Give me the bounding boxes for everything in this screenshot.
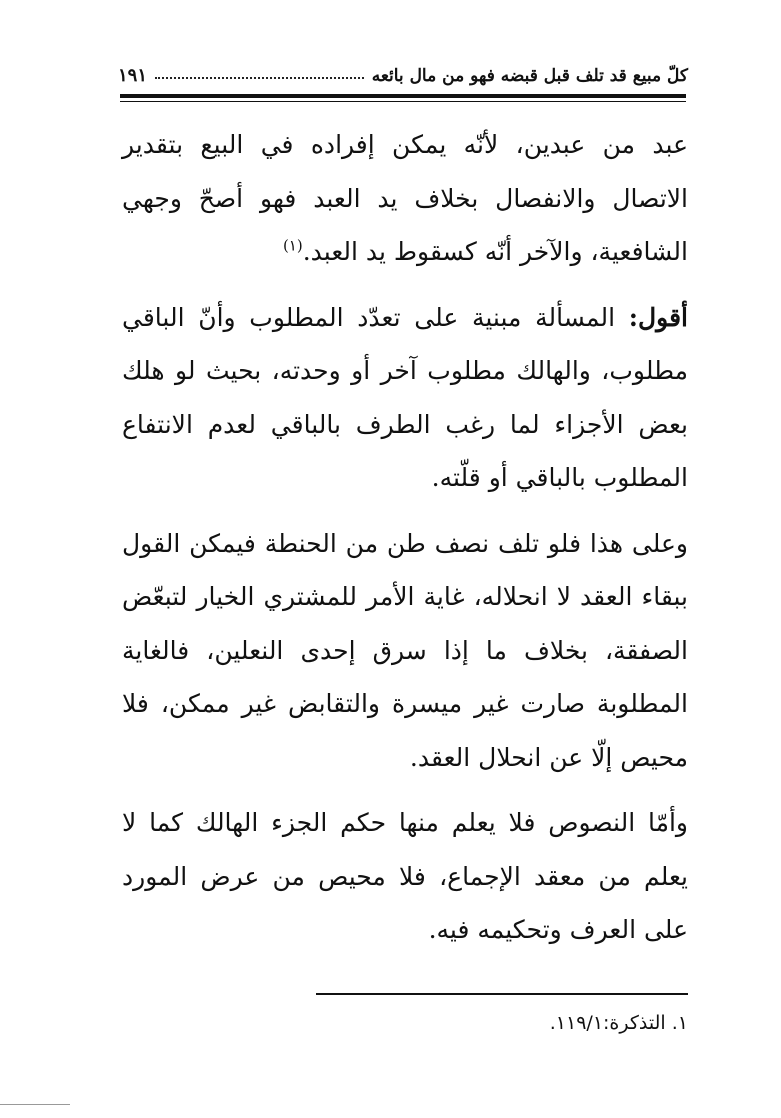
paragraph-3: وعلى هذا فلو تلف نصف طن من الحنطة فيمكن القول ببقاء العقد لا انحلاله، غاية الأمر للمشتري الخيار لتبعّض الصفقة، بخلاف ما إذا سرق إحدى النعلين، فالغاية المطلوبة صارت غير ميسرة والتقابض غير ممكن، فلا محيص إلّا عن انحلال العقد. — [122, 528, 688, 772]
header-rule-thick — [120, 94, 686, 98]
paragraph-4: وأمّا النصوص فلا يعلم منها حكم الجزء الهالك كما لا يعلم من معقد الإجماع، فلا محيص من عرض المورد على العرف وتحكيمه فيه. — [122, 808, 688, 944]
scan-edge-line — [0, 1104, 70, 1105]
paragraph-2-text: المسألة مبنية على تعدّد المطلوب وأنّ الباقي مطلوب، والهالك مطلوب آخر أو وحدته، بحيث لو هلك بعض الأجزاء لما رغب الطرف بالباقي لعدم الانتفاع المطلوب بالباقي أو قلّته. — [122, 302, 688, 492]
footnote: ١. التذكرة:١١٩/١. — [549, 1012, 688, 1034]
paragraph-2-lead: أقول: — [628, 302, 688, 332]
paragraph-1 — [122, 118, 688, 279]
header-rule-thin — [120, 101, 686, 102]
footnote-separator — [316, 993, 688, 995]
paragraph-1-text: عبد من عبدين، لأنّه يمكن إفراده في البيع بتقدير الاتصال والانفصال بخلاف يد العبد فهو أصحّ وجهي الشافعية، والآخر أنّه كسقوط يد العبد. — [122, 130, 688, 266]
header-dot-leader — [155, 77, 364, 79]
running-header-title: كلّ مبيع قد تلف قبل قبضه فهو من مال بائعه — [371, 66, 688, 86]
page-number: ١٩١ — [118, 65, 148, 86]
footnote-reference: (١) — [282, 236, 303, 255]
paragraph-2 — [122, 291, 688, 505]
main-text — [122, 118, 688, 969]
running-header — [118, 50, 688, 86]
